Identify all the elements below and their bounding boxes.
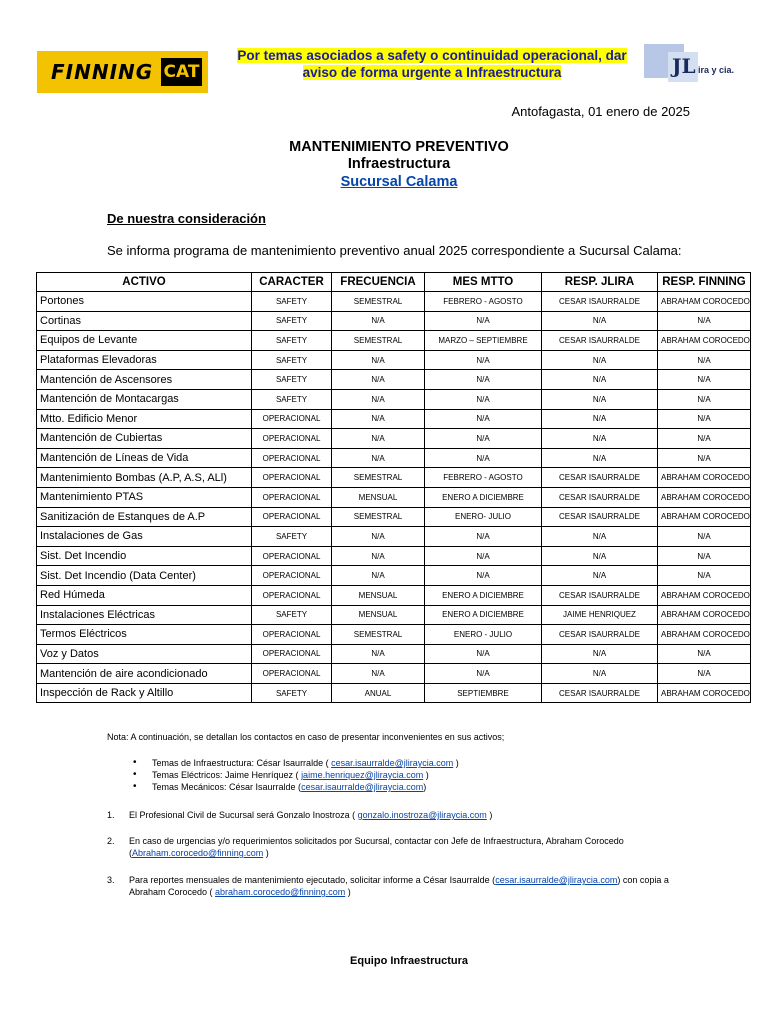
- cell-resp-jlira: JAIME HENRIQUEZ: [542, 605, 658, 625]
- cell-mes-mtto: FEBRERO - AGOSTO: [425, 468, 542, 488]
- cell-mes-mtto: N/A: [425, 409, 542, 429]
- cell-caracter: OPERACIONAL: [252, 487, 332, 507]
- intro-text: Se informa programa de mantenimiento preventivo anual 2025 correspondiente a Sucursal Calama:: [107, 243, 682, 258]
- column-header-resp-finning: RESP. FINNING: [658, 273, 751, 292]
- cell-caracter: SAFETY: [252, 683, 332, 703]
- cell-resp-jlira: CESAR ISAURRALDE: [542, 292, 658, 312]
- cell-resp-finning: ABRAHAM COROCEDO: [658, 487, 751, 507]
- cell-resp-finning: ABRAHAM COROCEDO: [658, 605, 751, 625]
- cell-mes-mtto: ENERO- JULIO: [425, 507, 542, 527]
- cell-frecuencia: SEMESTRAL: [332, 292, 425, 312]
- document-title: MANTENIMIENTO PREVENTIVO: [289, 139, 509, 155]
- cell-caracter: SAFETY: [252, 370, 332, 390]
- cell-frecuencia: SEMESTRAL: [332, 331, 425, 351]
- cell-frecuencia: SEMESTRAL: [332, 468, 425, 488]
- column-header-mes-mtto: MES MTTO: [425, 273, 542, 292]
- list-item: [107, 757, 707, 769]
- email-link[interactable]: abraham.corocedo@finning.com: [215, 887, 346, 897]
- table-row: [37, 350, 751, 370]
- cell-mes-mtto: MARZO – SEPTIEMBRE: [425, 331, 542, 351]
- cell-resp-finning: N/A: [658, 448, 751, 468]
- cell-activo: Sist. Det Incendio (Data Center): [37, 566, 252, 586]
- cell-frecuencia: ANUAL: [332, 683, 425, 703]
- item-suffix: ): [486, 810, 493, 820]
- cell-caracter: SAFETY: [252, 605, 332, 625]
- cell-resp-jlira: N/A: [542, 409, 658, 429]
- cell-activo: Inspección de Rack y Altillo: [37, 683, 252, 703]
- numbered-item-2: [107, 835, 707, 859]
- table-row: [37, 429, 751, 449]
- cell-resp-jlira: N/A: [542, 370, 658, 390]
- table-row: [37, 625, 751, 645]
- cell-resp-finning: N/A: [658, 664, 751, 684]
- contact-suffix: ): [423, 782, 427, 792]
- column-header-caracter: CARACTER: [252, 273, 332, 292]
- table-row: [37, 409, 751, 429]
- cell-mes-mtto: N/A: [425, 546, 542, 566]
- list-item: [107, 781, 707, 793]
- cat-logo: CAT: [161, 58, 202, 86]
- cell-frecuencia: N/A: [332, 370, 425, 390]
- cell-caracter: OPERACIONAL: [252, 664, 332, 684]
- cell-activo: Mantención de aire acondicionado: [37, 664, 252, 684]
- cell-activo: Mantenimiento PTAS: [37, 487, 252, 507]
- cell-mes-mtto: N/A: [425, 644, 542, 664]
- maintenance-table: [36, 272, 751, 703]
- cell-caracter: OPERACIONAL: [252, 448, 332, 468]
- contact-label: Temas de Infraestructura: César Isaurralde (: [152, 758, 332, 768]
- cell-mes-mtto: FEBRERO - AGOSTO: [425, 292, 542, 312]
- document-subtitle: Infraestructura: [347, 156, 451, 172]
- cell-resp-jlira: N/A: [542, 644, 658, 664]
- column-header-frecuencia: FRECUENCIA: [332, 273, 425, 292]
- safety-warning: [232, 47, 632, 81]
- cell-mes-mtto: ENERO A DICIEMBRE: [425, 487, 542, 507]
- cell-activo: Plataformas Elevadoras: [37, 350, 252, 370]
- cell-mes-mtto: N/A: [425, 370, 542, 390]
- cell-frecuencia: MENSUAL: [332, 605, 425, 625]
- email-link[interactable]: cesar.isaurralde@jliraycia.com: [301, 782, 424, 792]
- jlira-logo-text: JL: [672, 54, 696, 78]
- table-row: [37, 370, 751, 390]
- branch-link[interactable]: Sucursal Calama: [340, 174, 458, 190]
- cell-mes-mtto: N/A: [425, 527, 542, 547]
- cell-frecuencia: SEMESTRAL: [332, 625, 425, 645]
- cell-resp-finning: ABRAHAM COROCEDO: [658, 292, 751, 312]
- contact-suffix: ): [423, 770, 429, 780]
- notes-section: [107, 731, 707, 898]
- cell-activo: Sanitización de Estanques de A.P: [37, 507, 252, 527]
- cell-frecuencia: N/A: [332, 311, 425, 331]
- cell-resp-finning: N/A: [658, 527, 751, 547]
- warning-line-1: Por temas asociados a safety o continuidad operacional, dar: [237, 48, 627, 63]
- table-row: [37, 585, 751, 605]
- table-row: [37, 468, 751, 488]
- column-header-resp-jlira: RESP. JLIRA: [542, 273, 658, 292]
- cell-activo: Instalaciones de Gas: [37, 527, 252, 547]
- cell-frecuencia: N/A: [332, 429, 425, 449]
- email-link[interactable]: Abraham.corocedo@finning.com: [132, 848, 264, 858]
- cell-activo: Equipos de Levante: [37, 331, 252, 351]
- numbered-item-3: [107, 874, 707, 898]
- cell-mes-mtto: N/A: [425, 389, 542, 409]
- contact-label: Temas Eléctricos: Jaime Henríquez (: [152, 770, 302, 780]
- table-row: [37, 507, 751, 527]
- cell-caracter: SAFETY: [252, 527, 332, 547]
- cell-activo: Termos Eléctricos: [37, 625, 252, 645]
- cell-activo: Mantenimiento Bombas (A.P, A.S, ALl): [37, 468, 252, 488]
- cell-frecuencia: N/A: [332, 448, 425, 468]
- table-row: [37, 664, 751, 684]
- table-row: [37, 448, 751, 468]
- cell-frecuencia: N/A: [332, 527, 425, 547]
- table-row: [37, 527, 751, 547]
- cell-activo: Mtto. Edificio Menor: [37, 409, 252, 429]
- table-header-row: [37, 273, 751, 292]
- cell-mes-mtto: ENERO A DICIEMBRE: [425, 605, 542, 625]
- item-text: Para reportes mensuales de mantenimiento ejecutado, solicitar informe a César Isaurralde (: [129, 875, 496, 885]
- cell-activo: Mantención de Montacargas: [37, 389, 252, 409]
- cell-activo: Red Húmeda: [37, 585, 252, 605]
- cell-resp-finning: ABRAHAM COROCEDO: [658, 683, 751, 703]
- cell-caracter: OPERACIONAL: [252, 546, 332, 566]
- cell-mes-mtto: N/A: [425, 350, 542, 370]
- finning-logo-text: FINNING: [51, 60, 154, 84]
- email-link[interactable]: cesar.isaurralde@jliraycia.com: [331, 758, 454, 768]
- cell-resp-jlira: N/A: [542, 389, 658, 409]
- numbered-item-1: [107, 809, 707, 821]
- cell-caracter: SAFETY: [252, 331, 332, 351]
- cell-caracter: SAFETY: [252, 350, 332, 370]
- item-text: ) con copia a Abraham Corocedo (: [129, 875, 669, 897]
- item-number: 2.: [107, 836, 115, 846]
- title-block: [0, 139, 768, 191]
- cell-resp-jlira: N/A: [542, 566, 658, 586]
- cell-mes-mtto: N/A: [425, 448, 542, 468]
- item-text: En caso de urgencias y/o requerimientos solicitados por Sucursal, contactar con Jefe de Infraestructura, Abraham Corocedo (: [129, 836, 624, 858]
- notes-intro: Nota: A continuación, se detallan los contactos en caso de presentar inconvenientes en sus activos;: [107, 732, 505, 742]
- table-row: [37, 487, 751, 507]
- cell-resp-finning: N/A: [658, 389, 751, 409]
- cell-caracter: OPERACIONAL: [252, 468, 332, 488]
- table-row: [37, 683, 751, 703]
- cell-resp-jlira: N/A: [542, 527, 658, 547]
- document-date: Antofagasta, 01 enero de 2025: [511, 104, 690, 119]
- cell-caracter: SAFETY: [252, 389, 332, 409]
- signature-team: Equipo Infraestructura: [350, 955, 468, 967]
- cell-resp-jlira: N/A: [542, 546, 658, 566]
- cell-mes-mtto: ENERO - JULIO: [425, 625, 542, 645]
- cell-frecuencia: N/A: [332, 389, 425, 409]
- cell-frecuencia: N/A: [332, 664, 425, 684]
- cell-resp-jlira: CESAR ISAURRALDE: [542, 468, 658, 488]
- table-row: [37, 644, 751, 664]
- cell-frecuencia: MENSUAL: [332, 585, 425, 605]
- cell-mes-mtto: N/A: [425, 429, 542, 449]
- cell-resp-jlira: N/A: [542, 350, 658, 370]
- cell-resp-jlira: CESAR ISAURRALDE: [542, 683, 658, 703]
- cell-resp-jlira: CESAR ISAURRALDE: [542, 625, 658, 645]
- cell-caracter: OPERACIONAL: [252, 429, 332, 449]
- cell-resp-jlira: CESAR ISAURRALDE: [542, 331, 658, 351]
- item-suffix: ): [345, 887, 351, 897]
- table-row: [37, 311, 751, 331]
- cell-frecuencia: N/A: [332, 644, 425, 664]
- cell-activo: Mantención de Cubiertas: [37, 429, 252, 449]
- finning-logo: [37, 51, 208, 93]
- cell-resp-finning: ABRAHAM COROCEDO: [658, 331, 751, 351]
- cell-resp-jlira: CESAR ISAURRALDE: [542, 585, 658, 605]
- cell-caracter: SAFETY: [252, 311, 332, 331]
- cell-activo: Mantención de Líneas de Vida: [37, 448, 252, 468]
- table-row: [37, 389, 751, 409]
- cell-resp-finning: N/A: [658, 370, 751, 390]
- cell-frecuencia: SEMESTRAL: [332, 507, 425, 527]
- cell-resp-finning: N/A: [658, 409, 751, 429]
- cell-caracter: SAFETY: [252, 292, 332, 312]
- cell-activo: Instalaciones Eléctricas: [37, 605, 252, 625]
- cell-activo: Voz y Datos: [37, 644, 252, 664]
- cell-resp-finning: N/A: [658, 566, 751, 586]
- cell-resp-finning: N/A: [658, 311, 751, 331]
- cell-resp-jlira: N/A: [542, 429, 658, 449]
- cell-mes-mtto: N/A: [425, 566, 542, 586]
- list-item: [107, 769, 707, 781]
- cell-resp-jlira: N/A: [542, 311, 658, 331]
- email-link[interactable]: gonzalo.inostroza@jliraycia.com: [357, 810, 487, 820]
- cell-frecuencia: N/A: [332, 409, 425, 429]
- cell-resp-jlira: N/A: [542, 664, 658, 684]
- email-link[interactable]: jaime.henriquez@jliraycia.com: [301, 770, 424, 780]
- cell-resp-finning: N/A: [658, 429, 751, 449]
- item-text: El Profesional Civil de Sucursal será Gonzalo Inostroza (: [129, 810, 358, 820]
- item-number: 3.: [107, 875, 115, 885]
- cell-resp-finning: N/A: [658, 350, 751, 370]
- cell-mes-mtto: N/A: [425, 311, 542, 331]
- cell-mes-mtto: N/A: [425, 664, 542, 684]
- cell-resp-finning: ABRAHAM COROCEDO: [658, 507, 751, 527]
- cell-resp-jlira: N/A: [542, 448, 658, 468]
- table-row: [37, 605, 751, 625]
- cell-caracter: OPERACIONAL: [252, 409, 332, 429]
- cell-activo: Cortinas: [37, 311, 252, 331]
- table-row: [37, 566, 751, 586]
- table-row: [37, 546, 751, 566]
- jlira-logo-subtext: ira y cia.: [698, 65, 735, 75]
- cell-frecuencia: N/A: [332, 350, 425, 370]
- cell-frecuencia: MENSUAL: [332, 487, 425, 507]
- contacts-list: [107, 757, 707, 793]
- email-link[interactable]: cesar.isaurralde@jliraycia.com: [495, 875, 618, 885]
- jlira-logo: [640, 42, 738, 90]
- item-number: 1.: [107, 810, 115, 820]
- cell-resp-finning: ABRAHAM COROCEDO: [658, 625, 751, 645]
- cell-resp-finning: ABRAHAM COROCEDO: [658, 585, 751, 605]
- table-row: [37, 331, 751, 351]
- cell-resp-finning: N/A: [658, 546, 751, 566]
- contact-suffix: ): [453, 758, 459, 768]
- cell-resp-jlira: CESAR ISAURRALDE: [542, 507, 658, 527]
- cell-caracter: OPERACIONAL: [252, 585, 332, 605]
- cell-caracter: OPERACIONAL: [252, 625, 332, 645]
- salutation: De nuestra consideración: [107, 211, 266, 226]
- cell-caracter: OPERACIONAL: [252, 566, 332, 586]
- cell-caracter: OPERACIONAL: [252, 507, 332, 527]
- item-suffix: ): [263, 848, 269, 858]
- cell-resp-finning: ABRAHAM COROCEDO: [658, 468, 751, 488]
- cell-mes-mtto: ENERO A DICIEMBRE: [425, 585, 542, 605]
- cell-frecuencia: N/A: [332, 566, 425, 586]
- cell-caracter: OPERACIONAL: [252, 644, 332, 664]
- table-body: [37, 292, 751, 703]
- cell-activo: Portones: [37, 292, 252, 312]
- cell-mes-mtto: SEPTIEMBRE: [425, 683, 542, 703]
- table-row: [37, 292, 751, 312]
- cell-frecuencia: N/A: [332, 546, 425, 566]
- cell-activo: Mantención de Ascensores: [37, 370, 252, 390]
- column-header-activo: ACTIVO: [37, 273, 252, 292]
- warning-line-2: aviso de forma urgente a Infraestructura: [302, 65, 562, 80]
- contact-label: Temas Mecánicos: César Isaurralde (: [152, 782, 302, 792]
- cell-resp-finning: N/A: [658, 644, 751, 664]
- cell-resp-jlira: CESAR ISAURRALDE: [542, 487, 658, 507]
- cell-activo: Sist. Det Incendio: [37, 546, 252, 566]
